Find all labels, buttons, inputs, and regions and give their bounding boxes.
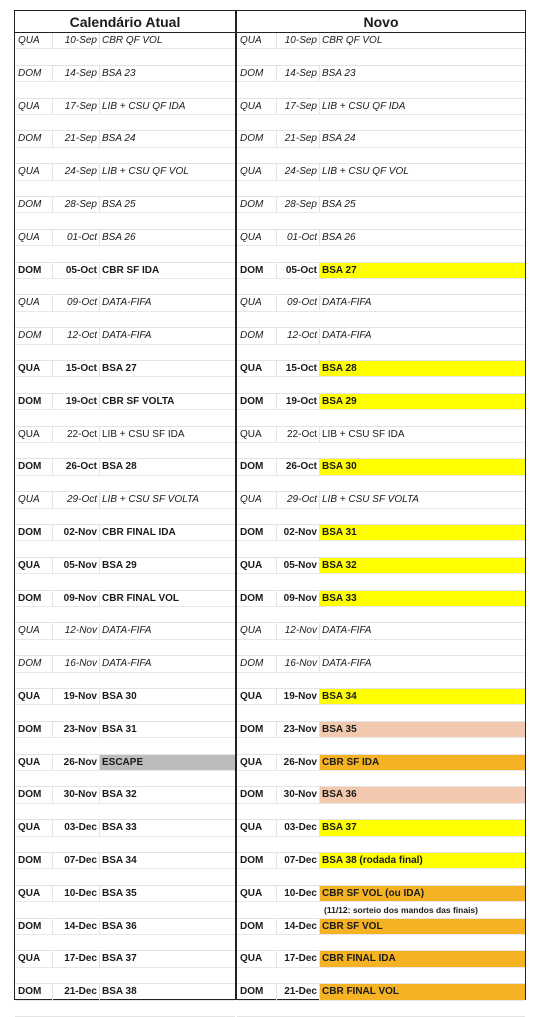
weekday-cell: QUA xyxy=(237,361,277,376)
event-cell: BSA 25 xyxy=(102,198,136,210)
event-cell: BSA 35 xyxy=(102,887,137,899)
date-cell: 17-Sep xyxy=(53,99,100,114)
date-cell: 12-Oct xyxy=(53,328,100,343)
table-row xyxy=(15,66,235,99)
weekday-cell: QUA xyxy=(237,99,277,114)
date-cell: 02-Nov xyxy=(53,525,100,540)
table-row xyxy=(15,656,235,689)
table-row xyxy=(237,656,525,689)
event-cell: LIB + CSU QF IDA xyxy=(322,100,406,112)
weekday-cell: QUA xyxy=(237,33,277,48)
date-cell: 24-Sep xyxy=(277,164,320,179)
event-cell: BSA 23 xyxy=(322,67,356,79)
table-row xyxy=(237,886,525,919)
table-row xyxy=(237,820,525,853)
event-cell: DATA-FIFA xyxy=(102,625,152,637)
weekday-cell: DOM xyxy=(15,919,53,934)
date-cell: 10-Sep xyxy=(53,33,100,48)
weekday-cell: QUA xyxy=(15,755,53,770)
weekday-cell: DOM xyxy=(237,787,277,802)
weekday-cell: DOM xyxy=(15,263,53,278)
table-row xyxy=(15,755,235,788)
event-cell: ESCAPE xyxy=(100,755,235,770)
table-row xyxy=(15,33,235,66)
weekday-cell: DOM xyxy=(15,591,53,606)
event-cell: DATA-FIFA xyxy=(102,330,152,342)
table-row xyxy=(15,853,235,886)
date-cell: 14-Sep xyxy=(277,66,320,81)
event-cell: BSA 28 xyxy=(320,361,525,376)
table-row xyxy=(15,820,235,853)
weekday-cell: DOM xyxy=(237,853,277,868)
weekday-cell: QUA xyxy=(15,492,53,507)
date-cell: 03-Dec xyxy=(53,820,100,835)
weekday-cell: DOM xyxy=(237,722,277,737)
table-row xyxy=(15,295,235,328)
date-cell: 10-Sep xyxy=(277,33,320,48)
table-row xyxy=(237,755,525,788)
weekday-cell: DOM xyxy=(15,853,53,868)
date-cell: 14-Dec xyxy=(53,919,100,934)
table-row xyxy=(237,459,525,492)
event-cell: CBR FINAL IDA xyxy=(102,526,176,538)
note-text: (11/12: sorteio dos mandos das finais) xyxy=(324,905,478,916)
event-cell: LIB + CSU QF VOL xyxy=(102,166,189,178)
date-cell: 10-Dec xyxy=(277,886,320,901)
table-row xyxy=(15,459,235,492)
date-cell: 09-Nov xyxy=(277,591,320,606)
date-cell: 26-Oct xyxy=(277,459,320,474)
date-cell: 07-Dec xyxy=(277,853,320,868)
event-cell: BSA 23 xyxy=(102,67,136,79)
date-cell: 30-Nov xyxy=(277,787,320,802)
date-cell: 19-Oct xyxy=(277,394,320,409)
weekday-cell: QUA xyxy=(15,951,53,966)
table-row xyxy=(15,230,235,263)
event-cell: CBR QF VOL xyxy=(322,35,383,46)
table-row xyxy=(15,919,235,952)
table-row xyxy=(237,197,525,230)
weekday-cell: QUA xyxy=(15,820,53,835)
date-cell: 22-Oct xyxy=(277,427,320,442)
weekday-cell: DOM xyxy=(15,787,53,802)
event-cell: CBR SF IDA xyxy=(102,264,160,276)
date-cell: 16-Nov xyxy=(53,656,100,671)
table-row xyxy=(15,394,235,427)
date-cell: 26-Oct xyxy=(53,459,100,474)
event-cell: LIB + CSU SF IDA xyxy=(102,428,185,440)
date-cell: 28-Sep xyxy=(277,197,320,212)
weekday-cell: DOM xyxy=(237,328,277,343)
weekday-cell: QUA xyxy=(237,295,277,310)
date-cell: 12-Oct xyxy=(277,328,320,343)
table-row xyxy=(237,722,525,755)
event-cell: BSA 34 xyxy=(320,689,525,704)
date-cell: 19-Nov xyxy=(277,689,320,704)
date-cell: 26-Nov xyxy=(53,755,100,770)
weekday-cell: QUA xyxy=(15,99,53,114)
date-cell: 21-Sep xyxy=(277,131,320,146)
table-row xyxy=(15,525,235,558)
event-cell: CBR FINAL IDA xyxy=(320,951,525,966)
table-row xyxy=(237,591,525,624)
weekday-cell: QUA xyxy=(15,886,53,901)
event-cell: CBR QF VOL xyxy=(102,35,163,46)
date-cell: 09-Nov xyxy=(53,591,100,606)
current-calendar-header: Calendário Atual xyxy=(15,11,235,33)
table-row xyxy=(15,623,235,656)
weekday-cell: DOM xyxy=(15,984,53,999)
table-row xyxy=(237,394,525,427)
event-cell: BSA 34 xyxy=(102,854,137,866)
table-row xyxy=(15,361,235,394)
table-row xyxy=(237,689,525,722)
event-cell: BSA 28 xyxy=(102,461,137,473)
date-cell: 16-Nov xyxy=(277,656,320,671)
weekday-cell: QUA xyxy=(237,492,277,507)
date-cell: 24-Sep xyxy=(53,164,100,179)
date-cell: 14-Sep xyxy=(53,66,100,81)
date-cell: 29-Oct xyxy=(277,492,320,507)
weekday-cell: DOM xyxy=(237,66,277,81)
weekday-cell: DOM xyxy=(15,131,53,146)
date-cell: 05-Oct xyxy=(277,263,320,278)
new-calendar-header: Novo xyxy=(237,11,525,33)
table-row xyxy=(237,328,525,361)
calendar-sheet xyxy=(14,10,526,1000)
date-cell: 19-Nov xyxy=(53,689,100,704)
event-cell: BSA 32 xyxy=(102,789,137,801)
weekday-cell: QUA xyxy=(15,427,53,442)
table-row xyxy=(15,328,235,361)
weekday-cell: DOM xyxy=(237,919,277,934)
table-row xyxy=(237,361,525,394)
table-row xyxy=(15,558,235,591)
event-cell: DATA-FIFA xyxy=(322,330,372,342)
weekday-cell: QUA xyxy=(237,164,277,179)
table-row xyxy=(15,164,235,197)
event-cell: DATA-FIFA xyxy=(322,625,372,637)
event-cell: LIB + CSU QF VOL xyxy=(322,166,409,178)
weekday-cell: QUA xyxy=(237,886,277,901)
event-cell: BSA 33 xyxy=(102,822,137,834)
event-cell: BSA 30 xyxy=(320,459,525,474)
weekday-cell: QUA xyxy=(237,427,277,442)
weekday-cell: DOM xyxy=(15,656,53,671)
date-cell: 21-Dec xyxy=(53,984,100,999)
current-calendar-panel xyxy=(14,10,237,1000)
table-row xyxy=(237,787,525,820)
weekday-cell: QUA xyxy=(15,295,53,310)
table-row xyxy=(237,525,525,558)
weekday-cell: DOM xyxy=(237,591,277,606)
weekday-cell: QUA xyxy=(237,558,277,573)
date-cell: 15-Oct xyxy=(277,361,320,376)
table-row xyxy=(15,984,235,1017)
date-cell: 12-Nov xyxy=(277,623,320,638)
event-cell: LIB + CSU SF IDA xyxy=(322,428,405,440)
weekday-cell: QUA xyxy=(237,820,277,835)
event-cell: BSA 36 xyxy=(102,920,137,932)
date-cell: 07-Dec xyxy=(53,853,100,868)
table-row xyxy=(15,131,235,164)
table-row xyxy=(237,427,525,460)
date-cell: 21-Sep xyxy=(53,131,100,146)
table-row xyxy=(15,886,235,919)
weekday-cell: DOM xyxy=(237,263,277,278)
date-cell: 01-Oct xyxy=(53,230,100,245)
table-row xyxy=(15,722,235,755)
weekday-cell: QUA xyxy=(15,164,53,179)
weekday-cell: DOM xyxy=(237,131,277,146)
weekday-cell: QUA xyxy=(237,689,277,704)
weekday-cell: QUA xyxy=(15,623,53,638)
table-row xyxy=(15,591,235,624)
date-cell: 09-Oct xyxy=(277,295,320,310)
weekday-cell: DOM xyxy=(15,197,53,212)
weekday-cell: DOM xyxy=(237,656,277,671)
table-row xyxy=(237,131,525,164)
new-calendar-rows xyxy=(237,33,525,1017)
event-cell: BSA 24 xyxy=(322,133,356,145)
table-row xyxy=(237,164,525,197)
event-cell: LIB + CSU QF IDA xyxy=(102,100,186,112)
weekday-cell: DOM xyxy=(15,525,53,540)
table-row xyxy=(237,984,525,1017)
table-row xyxy=(15,492,235,525)
table-row xyxy=(237,263,525,296)
current-calendar-rows xyxy=(15,33,235,1017)
event-cell: DATA-FIFA xyxy=(102,297,152,309)
event-cell: DATA-FIFA xyxy=(102,658,152,670)
event-cell: BSA 36 xyxy=(320,787,525,802)
weekday-cell: DOM xyxy=(237,984,277,999)
date-cell: 09-Oct xyxy=(53,295,100,310)
event-cell: CBR SF VOL (ou IDA) xyxy=(320,886,525,901)
event-cell: BSA 31 xyxy=(320,525,525,540)
event-cell: BSA 31 xyxy=(102,723,137,735)
weekday-cell: QUA xyxy=(237,623,277,638)
table-row xyxy=(237,33,525,66)
weekday-cell: DOM xyxy=(15,66,53,81)
event-cell: CBR FINAL VOL xyxy=(320,984,525,999)
date-cell: 05-Oct xyxy=(53,263,100,278)
table-row xyxy=(237,558,525,591)
table-row xyxy=(15,427,235,460)
event-cell: BSA 33 xyxy=(320,591,525,606)
event-cell: CBR FINAL VOL xyxy=(102,592,180,604)
table-row xyxy=(237,492,525,525)
event-cell: BSA 29 xyxy=(102,559,137,571)
date-cell: 14-Dec xyxy=(277,919,320,934)
weekday-cell: QUA xyxy=(237,230,277,245)
event-cell: BSA 27 xyxy=(320,263,525,278)
table-row xyxy=(15,263,235,296)
weekday-cell: QUA xyxy=(237,951,277,966)
table-row xyxy=(15,197,235,230)
event-cell: BSA 26 xyxy=(102,231,136,243)
weekday-cell: DOM xyxy=(15,328,53,343)
table-row xyxy=(237,951,525,984)
weekday-cell: DOM xyxy=(237,394,277,409)
date-cell: 02-Nov xyxy=(277,525,320,540)
event-cell: BSA 37 xyxy=(320,820,525,835)
date-cell: 28-Sep xyxy=(53,197,100,212)
date-cell: 03-Dec xyxy=(277,820,320,835)
date-cell: 17-Sep xyxy=(277,99,320,114)
event-cell: LIB + CSU SF VOLTA xyxy=(322,494,419,506)
table-row xyxy=(237,230,525,263)
table-row xyxy=(15,99,235,132)
date-cell: 15-Oct xyxy=(53,361,100,376)
weekday-cell: QUA xyxy=(15,558,53,573)
event-cell: CBR SF IDA xyxy=(320,755,525,770)
table-row xyxy=(237,99,525,132)
table-row xyxy=(15,689,235,722)
table-row xyxy=(237,66,525,99)
event-cell: CBR SF VOL xyxy=(320,919,525,934)
weekday-cell: DOM xyxy=(237,525,277,540)
weekday-cell: QUA xyxy=(237,755,277,770)
weekday-cell: DOM xyxy=(15,394,53,409)
new-calendar-panel xyxy=(237,10,526,1000)
date-cell: 17-Dec xyxy=(53,951,100,966)
event-cell: CBR SF VOLTA xyxy=(102,395,175,407)
date-cell: 19-Oct xyxy=(53,394,100,409)
date-cell: 21-Dec xyxy=(277,984,320,999)
table-row xyxy=(237,853,525,886)
weekday-cell: DOM xyxy=(237,459,277,474)
weekday-cell: QUA xyxy=(15,689,53,704)
weekday-cell: DOM xyxy=(237,197,277,212)
weekday-cell: QUA xyxy=(15,230,53,245)
event-cell: BSA 25 xyxy=(322,198,356,210)
weekday-cell: QUA xyxy=(15,361,53,376)
date-cell: 17-Dec xyxy=(277,951,320,966)
date-cell: 05-Nov xyxy=(53,558,100,573)
event-cell: BSA 32 xyxy=(320,558,525,573)
date-cell: 26-Nov xyxy=(277,755,320,770)
table-row xyxy=(237,295,525,328)
table-row xyxy=(15,951,235,984)
event-cell: BSA 38 (rodada final) xyxy=(320,853,525,868)
event-cell: BSA 37 xyxy=(102,953,137,965)
date-cell: 12-Nov xyxy=(53,623,100,638)
table-row xyxy=(15,787,235,820)
weekday-cell: DOM xyxy=(15,459,53,474)
event-cell: LIB + CSU SF VOLTA xyxy=(102,494,199,506)
date-cell: 23-Nov xyxy=(277,722,320,737)
date-cell: 10-Dec xyxy=(53,886,100,901)
date-cell: 23-Nov xyxy=(53,722,100,737)
weekday-cell: DOM xyxy=(15,722,53,737)
event-cell: BSA 24 xyxy=(102,133,136,145)
date-cell: 30-Nov xyxy=(53,787,100,802)
event-cell: BSA 35 xyxy=(320,722,525,737)
event-cell: BSA 29 xyxy=(320,394,525,409)
date-cell: 22-Oct xyxy=(53,427,100,442)
event-cell: BSA 27 xyxy=(102,362,137,374)
date-cell: 29-Oct xyxy=(53,492,100,507)
event-cell: DATA-FIFA xyxy=(322,297,372,309)
table-row xyxy=(237,623,525,656)
event-cell: BSA 26 xyxy=(322,231,356,243)
date-cell: 05-Nov xyxy=(277,558,320,573)
weekday-cell: QUA xyxy=(15,33,53,48)
table-row xyxy=(237,919,525,952)
date-cell: 01-Oct xyxy=(277,230,320,245)
event-cell: DATA-FIFA xyxy=(322,658,372,670)
event-cell: BSA 30 xyxy=(102,690,137,702)
event-cell: BSA 38 xyxy=(102,986,137,998)
